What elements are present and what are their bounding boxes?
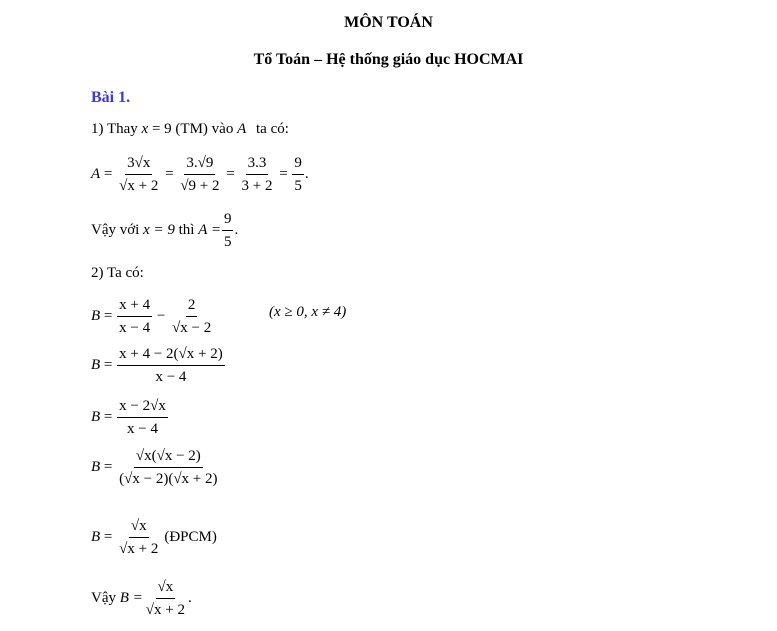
exercise-heading: Bài 1. — [91, 89, 131, 106]
fraction-step2-den: √9 + 2 — [180, 178, 220, 194]
part2-line1: B = $\frac{x + 4}{x - 4}$ − $\frac{2}{√x - 2}$ — [91, 297, 212, 336]
part2-conclusion-prefix: Vậy — [91, 590, 116, 606]
part2-conclusion-den: √x + 2 — [145, 602, 185, 618]
line1-fraction2 — [170, 295, 213, 338]
fraction-step3 — [239, 153, 274, 196]
line5-note: (ĐPCM) — [164, 529, 217, 545]
part1-conclusion-mid: thì — [178, 222, 195, 238]
part2-conclusion-B: B = — [119, 590, 143, 606]
line4-fraction — [117, 446, 219, 489]
eq-A-symbol: A — [91, 166, 101, 182]
part2-conclusion-fraction — [144, 577, 187, 620]
part1-conclusion-fraction — [222, 209, 234, 252]
fraction-step3-den: 3 + 2 — [241, 178, 273, 194]
part2-line2: B = $\frac{x + 4 - 2(√x + 2)}{x - 4}$ — [91, 346, 223, 385]
line5-den: √x + 2 — [119, 541, 159, 557]
line4-den: (√x − 2)(√x + 2) — [119, 471, 218, 487]
part1-intro — [91, 121, 289, 138]
part2-conclusion: Vậy B = $\frac{√x}{√x + 2}$ . — [91, 579, 192, 618]
fraction-step2 — [178, 153, 221, 196]
fraction-result-den: 5 — [294, 178, 302, 194]
line2-fraction — [117, 344, 225, 387]
part2-line5: B = $\frac{√x}{√x + 2}$ (ĐPCM) — [91, 518, 217, 557]
line5-fraction — [117, 516, 160, 559]
line2-den: x − 4 — [155, 369, 187, 385]
part1-conclusion-prefix: Vậy với — [91, 222, 140, 238]
part1-intro-var: x — [141, 121, 149, 137]
part2-line4: B = $\frac{√x(√x - 2)}{(√x - 2)(√x + 2)}$ — [91, 448, 218, 487]
line4-B: B — [91, 459, 101, 475]
part1-intro-A: A — [237, 121, 247, 137]
part1-intro-suffix: ta có: — [256, 121, 289, 137]
part1-conclusion-num: 9 — [222, 209, 234, 231]
line3-fraction — [117, 396, 168, 439]
line1-fraction1-den: x − 4 — [119, 320, 151, 336]
fraction-result-num: 9 — [292, 153, 304, 175]
line3-den: x − 4 — [127, 421, 158, 437]
line1-B: B — [91, 308, 101, 324]
fraction-step1-num: 3√x — [125, 153, 152, 175]
part2-conclusion-num: √x — [156, 577, 176, 599]
fraction-step1 — [117, 153, 160, 196]
line1-fraction1-num: x + 4 — [117, 295, 152, 317]
line5-num: √x — [129, 516, 149, 538]
part1-equation: A = $\frac{3√x}{√x + 2}$ = $\frac{3.√9}{√9 + 2}$ = $\frac{3.3}{3 + 2}$ = $\frac{9}{5}$ . — [91, 155, 309, 194]
part1-intro-prefix: 1) Thay — [91, 121, 138, 137]
part1-intro-eq: = 9 (TM) vào — [151, 121, 234, 137]
line1-fraction2-den: √x − 2 — [172, 320, 212, 336]
part1-conclusion-den: 5 — [223, 234, 232, 250]
line2-B: B — [91, 357, 101, 373]
part2-line3: B = $\frac{x - 2√x}{x - 4}$ — [91, 398, 166, 437]
part1-conclusion-x: x = 9 — [143, 222, 175, 238]
line2-num: x + 4 − 2(√x + 2) — [117, 344, 225, 366]
fraction-step2-num: 3.√9 — [184, 153, 215, 175]
part1-conclusion: Vậy với x = 9 thì A = $\frac{9}{5}$ . — [91, 211, 239, 250]
part2-intro: 2) Ta có: — [91, 265, 144, 281]
line3-B: B — [91, 409, 101, 425]
fraction-result — [292, 153, 304, 196]
part2-condition: (x ≥ 0, x ≠ 4) — [269, 304, 347, 320]
line4-num: √x(√x − 2) — [134, 446, 203, 468]
fraction-step3-num: 3.3 — [246, 153, 269, 175]
line3-num: x − 2√x — [117, 396, 168, 418]
line1-fraction2-num: 2 — [186, 295, 198, 317]
line1-fraction1 — [117, 295, 152, 338]
line5-B: B — [91, 529, 101, 545]
page-subtitle: Tổ Toán – Hệ thống giáo dục HOCMAI — [253, 51, 524, 68]
fraction-step1-den: √x + 2 — [119, 178, 159, 194]
page-title: MÔN TOÁN — [344, 14, 433, 31]
part1-conclusion-A: A = — [198, 222, 221, 238]
